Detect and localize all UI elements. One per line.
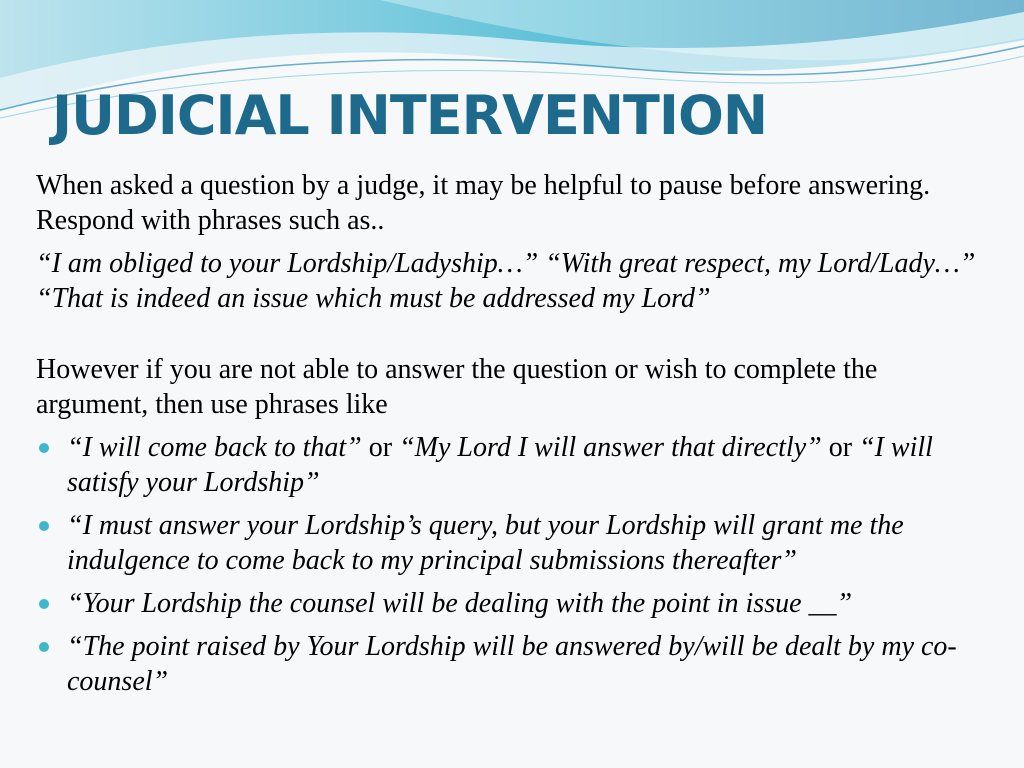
phrase-answer-directly: “My Lord I will answer that directly” <box>399 432 822 463</box>
bullet-dot-icon <box>39 443 49 453</box>
list-item <box>36 508 996 578</box>
slide-body <box>36 168 996 707</box>
phrase-come-back: “I will come back to that” <box>67 432 362 463</box>
phrase-list <box>36 430 996 699</box>
phrase-satisfy: “I will satisfy your Lordship” <box>67 432 933 498</box>
or-connector: or <box>361 432 400 463</box>
bullet-dot-icon <box>39 521 49 531</box>
bullet-dot-icon <box>39 642 49 652</box>
or-connector: or <box>821 432 860 463</box>
phrase-text: “Your Lordship the counsel will be dealing with the point in issue __” <box>67 588 853 619</box>
list-item <box>36 586 996 621</box>
list-item <box>36 430 996 500</box>
phrase-text: “I must answer your Lordship’s query, but your Lordship will grant me the indulgence to come back to my principal submissions thereafter” <box>67 510 904 576</box>
bullet-dot-icon <box>39 599 49 609</box>
alternative-paragraph: However if you are not able to answer the question or wish to complete the argument, then use phrases like <box>36 354 878 420</box>
phrases-paragraph: “I am obliged to your Lordship/Ladyship…” “With great respect, my Lord/Lady…” “That is indeed an issue which must be addressed my Lord” <box>36 248 976 314</box>
list-item <box>36 629 996 699</box>
slide-title: JUDICIAL INTERVENTION <box>52 84 768 147</box>
phrase-text: “The point raised by Your Lordship will be answered by/will be dealt by my co-counsel” <box>67 631 957 697</box>
intro-paragraph: When asked a question by a judge, it may be helpful to pause before answering. Respond with phrases such as.. <box>36 170 931 236</box>
